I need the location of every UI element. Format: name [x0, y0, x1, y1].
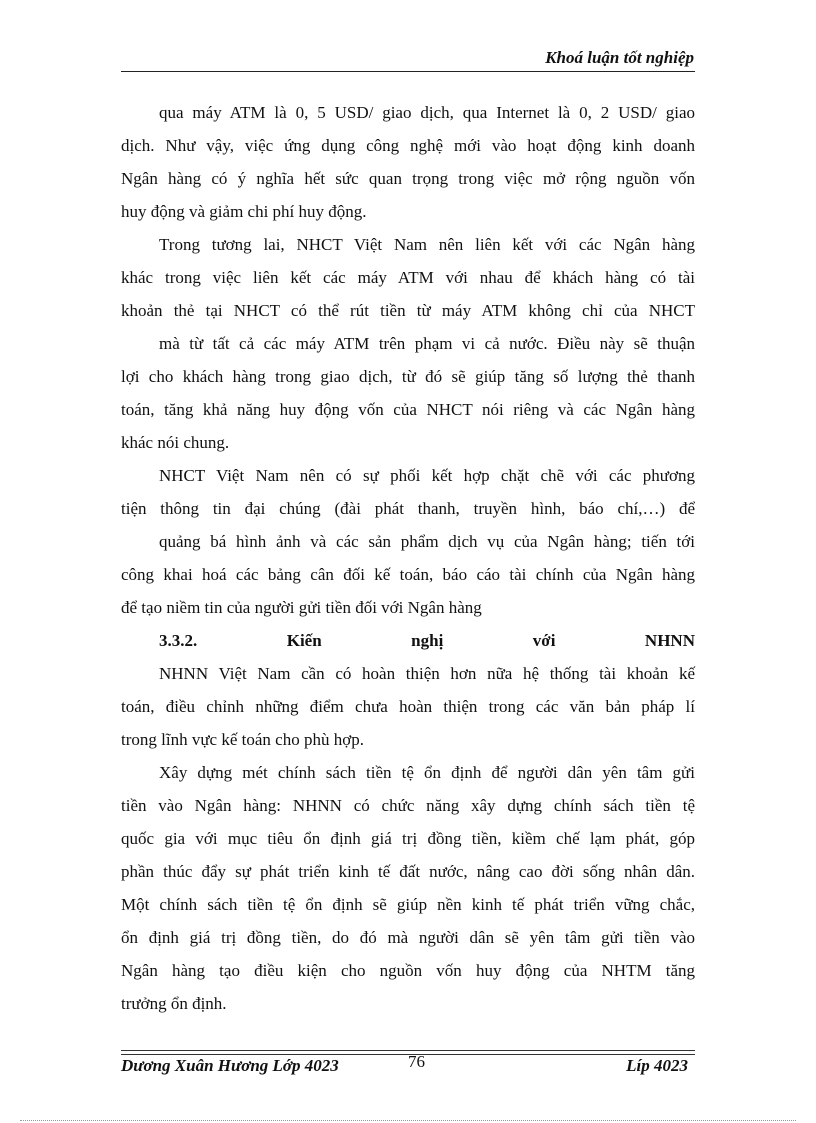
text-line: Ngân hàng tạo điều kiện cho nguồn vốn huy động của NHTM tăng — [121, 961, 695, 980]
text-line: ổn định giá trị đồng tiền, do đó mà người dân sẽ yên tâm gửi tiền vào — [121, 928, 695, 947]
text-line: khác trong việc liên kết các máy ATM với nhau để khách hàng có tài — [121, 268, 695, 287]
section-heading-word: Kiến — [286, 631, 322, 650]
text-line: quảng bá hình ảnh và các sản phẩm dịch vụ của Ngân hàng; tiến tới — [159, 532, 695, 551]
text-line: Ngân hàng có ý nghĩa hết sức quan trọng trong việc mở rộng nguồn vốn — [121, 169, 695, 188]
text-line: NHNN Việt Nam cần có hoàn thiện hơn nữa hệ thống tài khoản kế — [159, 664, 695, 683]
section-heading-word: với — [532, 631, 556, 650]
section-number: 3.3.2. — [159, 631, 198, 650]
text-line: toán, tăng khả năng huy động vốn của NHCT nói riêng và các Ngân hàng — [121, 400, 695, 419]
header-title: Khoá luận tốt nghiệp — [545, 48, 694, 67]
section-heading-word: nghị — [411, 631, 444, 650]
header-rule — [121, 71, 695, 72]
text-line: để tạo niềm tin của người gửi tiền đối với Ngân hàng — [121, 598, 482, 617]
text-line: Xây dựng mét chính sách tiền tệ ổn định để người dân yên tâm gửi — [159, 763, 695, 782]
text-line: tiện thông tin đại chúng (đài phát thanh, truyền hình, báo chí,…) để — [121, 499, 695, 518]
text-line: trong lĩnh vực kế toán cho phù hợp. — [121, 730, 364, 749]
text-line: phần thúc đẩy sự phát triển kinh tế đất nước, nâng cao đời sống nhân dân. — [121, 862, 695, 881]
text-line: huy động và giảm chi phí huy động. — [121, 202, 367, 221]
text-line: công khai hoá các bảng cân đối kế toán, báo cáo tài chính của Ngân hàng — [121, 565, 695, 584]
footer-author: Dương Xuân Hương Lớp 4023 — [121, 1056, 339, 1075]
section-heading — [121, 624, 695, 657]
page-bottom-divider — [20, 1120, 796, 1121]
text-line: tiền vào Ngân hàng: NHNN có chức năng xây dựng chính sách tiền tệ — [121, 796, 695, 815]
text-line: Trong tương lai, NHCT Việt Nam nên liên kết với các Ngân hàng — [159, 235, 695, 254]
text-line: quốc gia với mục tiêu ổn định giá trị đồng tiền, kiềm chế lạm phát, góp — [121, 829, 695, 848]
text-line: khoản thẻ tại NHCT có thể rút tiền từ máy ATM không chỉ của NHCT — [121, 301, 695, 320]
text-line: NHCT Việt Nam nên có sự phối kết hợp chặt chẽ với các phương — [159, 466, 695, 485]
text-line: mà từ tất cả các máy ATM trên phạm vi cả nước. Điều này sẽ thuận — [159, 334, 695, 353]
document-body — [121, 96, 695, 1020]
text-line: dịch. Như vậy, việc ứng dụng công nghệ mới vào hoạt động kinh doanh — [121, 136, 695, 155]
text-line: qua máy ATM là 0, 5 USD/ giao dịch, qua Internet là 0, 2 USD/ giao — [159, 103, 695, 122]
text-line: trưởng ổn định. — [121, 994, 227, 1013]
footer-class: Líp 4023 — [626, 1056, 688, 1075]
footer-rule — [121, 1050, 695, 1051]
text-line: Một chính sách tiền tệ ổn định sẽ giúp nền kinh tế phát triển vững chắc, — [121, 895, 695, 914]
text-line: toán, điều chỉnh những điểm chưa hoàn thiện trong các văn bản pháp lí — [121, 697, 695, 716]
page-number: 76 — [408, 1052, 425, 1071]
text-line: khác nói chung. — [121, 433, 230, 452]
section-heading-word: NHNN — [644, 631, 695, 650]
text-line: lợi cho khách hàng trong giao dịch, từ đó sẽ giúp tăng số lượng thẻ thanh — [121, 367, 695, 386]
